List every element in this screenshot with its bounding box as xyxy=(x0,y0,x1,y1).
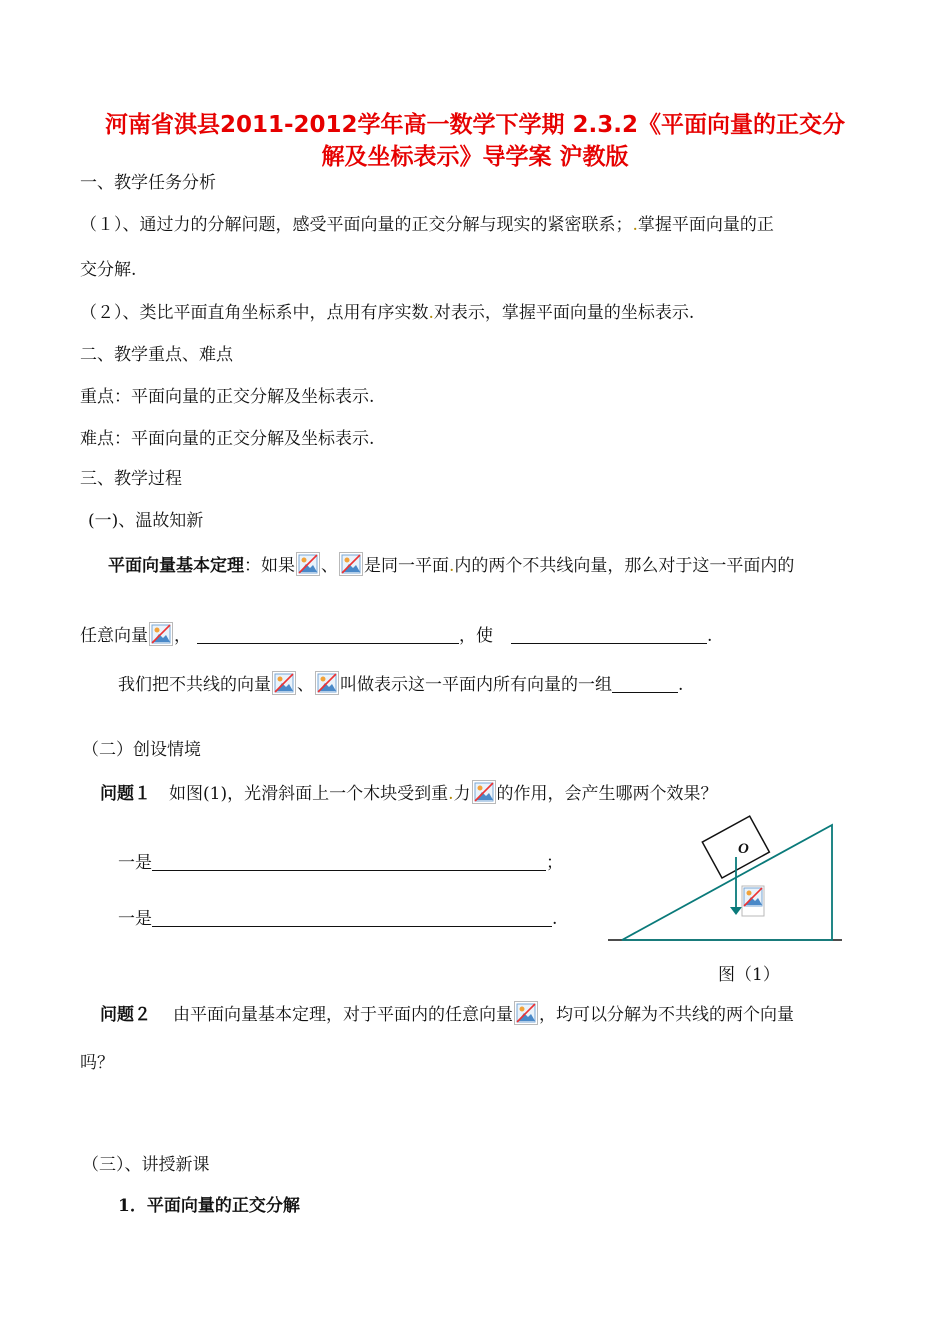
section1-item2: （２）、类比平面直角坐标系中，点用有序实数.对表示，掌握平面向量的坐标表示. xyxy=(80,303,695,323)
point-o-label: O xyxy=(738,841,749,857)
blank-answer-3[interactable] xyxy=(612,675,678,693)
broken-image-icon xyxy=(472,780,496,804)
part1-heading: (一)、温故知新 xyxy=(88,511,204,531)
document-title-line2: 解及坐标表示》导学案 沪教版 xyxy=(321,144,629,170)
part2-heading: （二）创设情境 xyxy=(82,740,201,760)
blank-effect-2[interactable] xyxy=(152,909,552,927)
theorem-line: 平面向量基本定理：如果 、 是同一平面.内的两个不共线向量，那么对于这一平面内的 xyxy=(108,551,794,576)
effect-line-2: 一是 . xyxy=(118,909,558,929)
broken-image-icon xyxy=(514,1001,538,1025)
blank-effect-1[interactable] xyxy=(152,853,546,871)
basis-line: 我们把不共线的向量 、 叫做表示这一平面内所有向量的一组 . xyxy=(118,670,683,695)
broken-image-icon xyxy=(149,622,173,646)
broken-image-icon xyxy=(742,886,764,916)
question2-cont: 吗？ xyxy=(80,1053,114,1073)
difficulty-point: 难点：平面向量的正交分解及坐标表示. xyxy=(80,429,375,449)
figure-caption: 图（1） xyxy=(718,965,780,985)
subsection1-heading: 1．平面向量的正交分解 xyxy=(118,1196,300,1216)
question1-label: 问题１ xyxy=(100,784,151,804)
question1-line: 问题１ 如图(1)，光滑斜面上一个木块受到重.力 的作用，会产生哪两个效果？ xyxy=(100,779,718,804)
section1-item1-cont: 交分解. xyxy=(80,260,137,280)
broken-image-icon xyxy=(339,552,363,576)
section2-heading: 二、教学重点、难点 xyxy=(80,345,233,365)
key-point: 重点：平面向量的正交分解及坐标表示. xyxy=(80,387,375,407)
section1-item1: （１）、通过力的分解问题，感受平面向量的正交分解与现实的紧密联系；.掌握平面向量的正 xyxy=(80,215,774,235)
broken-image-icon xyxy=(315,671,339,695)
inclined-plane-figure xyxy=(600,815,850,950)
any-vector-line: 任意向量 ， ，使 . xyxy=(80,621,712,646)
theorem-label: 平面向量基本定理 xyxy=(108,556,244,576)
part3-heading: （三）、讲授新课 xyxy=(82,1155,210,1175)
gravity-arrowhead xyxy=(730,907,742,915)
section1-heading: 一、教学任务分析 xyxy=(80,173,216,193)
effect-line-1: 一是 ； xyxy=(118,853,563,873)
document-title-line1: 河南省淇县2011-2012学年高一数学下学期 2.3.2《平面向量的正交分 xyxy=(104,112,846,138)
broken-image-icon xyxy=(296,552,320,576)
section3-heading: 三、教学过程 xyxy=(80,469,182,489)
blank-answer-1[interactable] xyxy=(197,626,459,644)
broken-image-icon xyxy=(272,671,296,695)
question2-label: 问题２ xyxy=(100,1005,151,1025)
blank-answer-2[interactable] xyxy=(511,626,707,644)
question2-line: 问题２ 由平面向量基本定理，对于平面内的任意向量 ，均可以分解为不共线的两个向量 xyxy=(100,1000,794,1025)
